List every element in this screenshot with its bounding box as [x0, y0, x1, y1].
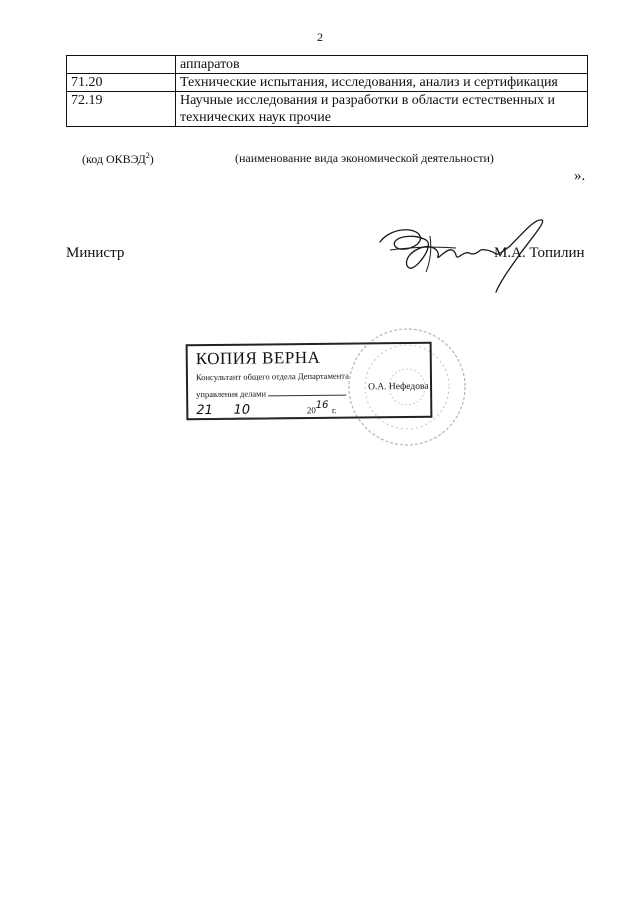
- page-number: 2: [317, 30, 323, 44]
- caption-okved-code: (код ОКВЭД$^2$): [82, 151, 154, 166]
- signatory-position: Министр: [66, 245, 125, 261]
- stamp-date-suffix: г.: [331, 405, 337, 416]
- okved-name: аппаратов: [176, 56, 588, 74]
- okved-code: 72.19: [67, 92, 176, 127]
- table-row: [67, 74, 588, 92]
- stamp-date-year: 16: [315, 399, 329, 411]
- stamp-position-line: Консультант общего отдела Департамента: [195, 370, 349, 383]
- stamp-date-month: 10: [233, 402, 303, 419]
- okved-table: [66, 55, 588, 127]
- stamp-date-day: 21: [196, 403, 230, 419]
- stamp-date-century: 20: [306, 405, 316, 416]
- okved-name: Технические испытания, исследования, анализ и сертификация: [176, 74, 588, 92]
- caption-activity-name: (наименование вида экономической деятельности): [235, 151, 494, 165]
- okved-code: 71.20: [67, 74, 176, 92]
- certified-copy-stamp: [186, 342, 433, 421]
- stamp-department-line: управления делами: [196, 388, 346, 400]
- footnote-marker: 2: [145, 151, 150, 160]
- closing-quote: ».: [574, 168, 586, 184]
- stamp-title: КОПИЯ ВЕРНА: [195, 347, 321, 369]
- okved-name: Научные исследования и разработки в области естественных и технических наук прочие: [176, 92, 588, 127]
- table-row: [67, 92, 588, 127]
- table-row: [67, 56, 588, 74]
- okved-code: [67, 56, 176, 74]
- signatory-name: М.А. Топилин: [494, 245, 585, 261]
- stamp-signatory: О.А. Нефедова: [368, 381, 429, 393]
- stamp-date: [196, 400, 337, 420]
